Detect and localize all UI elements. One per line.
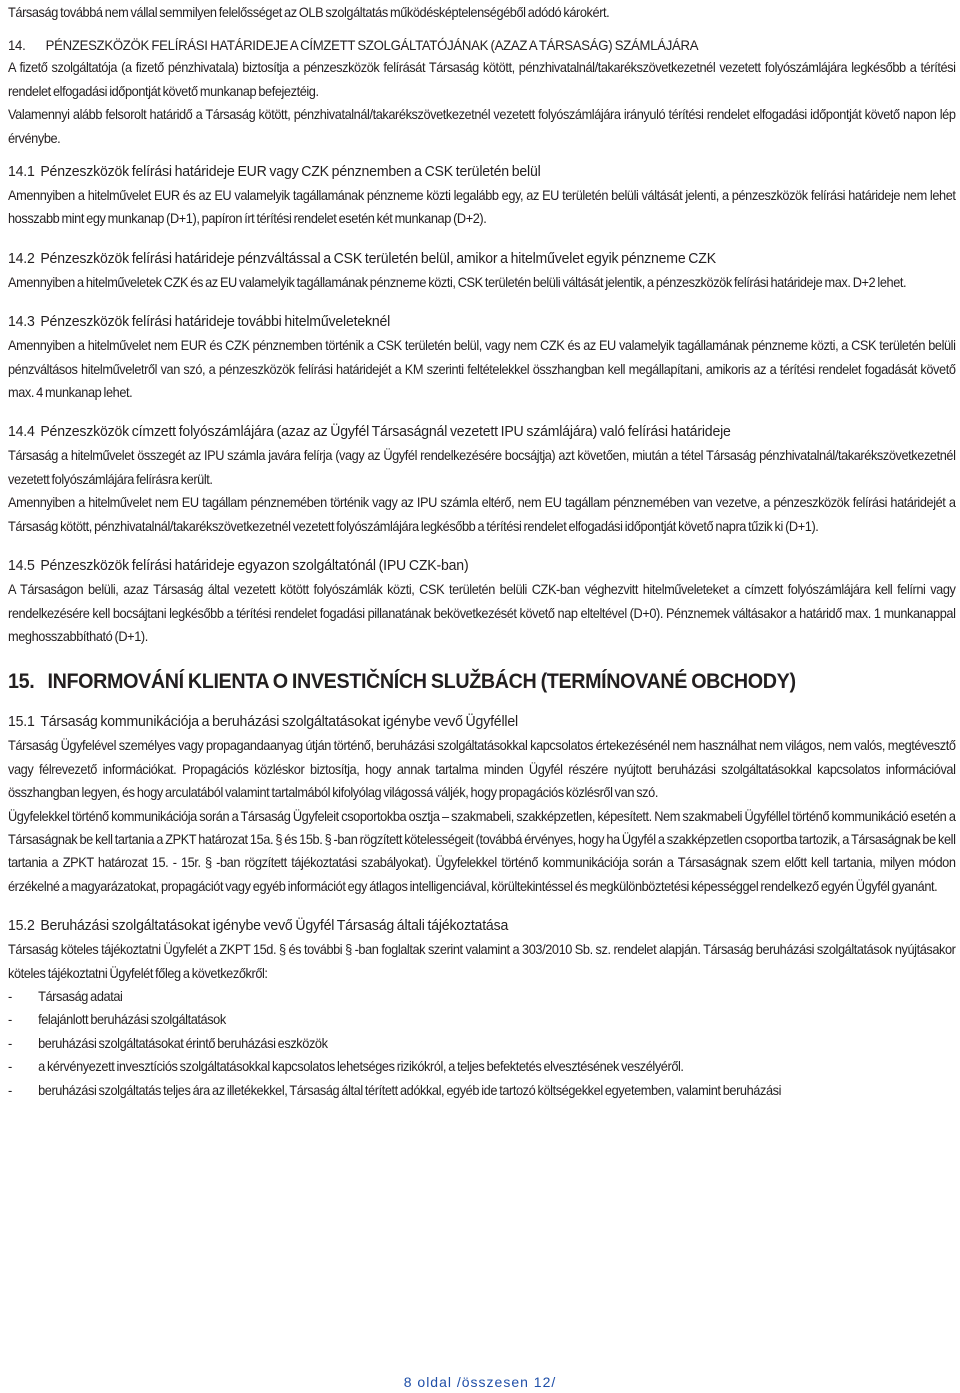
list-item: - Társaság adatai <box>8 985 956 1008</box>
subsection-number: 14.3 <box>8 313 35 331</box>
paragraph: Társaság Ügyfelével személyes vagy propagandaanyag útján történő, beruházási szolgáltatásokkal kapcsolatos értekezésénél nem használhat nem világos, nem valós, megtévesztő vagy félrevezető információkat. Propagációs közléskor biztosítja, hogy annak tartalma minden Ügyfél részére nyújtott beruházási szolgáltatásokkal kapcsolatos információval összhangban legyen, és hogy arculatából valamint tartalmából kifolyólag világossá váljék, hogy propagációs közlésről van szó. <box>8 738 956 801</box>
subsection-number: 14.1 <box>8 163 35 181</box>
document-body <box>8 0 956 1102</box>
subsection-title: Társaság kommunikációja a beruházási szolgáltatásokat igénybe vevő Ügyféllel <box>40 713 518 731</box>
section-number: 15. <box>8 670 35 694</box>
subsection-title: Beruházási szolgáltatásokat igénybe vevő Ügyfél Társaság általi tájékoztatása <box>40 917 509 935</box>
section-14-2 <box>8 247 956 294</box>
subsection-title: Pénzeszközök címzett folyószámlájára (azaz az Ügyfél Társaságnál vezetett IPU számlájára) való felírási határideje <box>40 423 731 441</box>
subsection-heading <box>8 554 956 578</box>
paragraph: Amennyiben a hitelművelet nem EUR és CZK pénznemben történik a CSK területén belül, vagy nem CZK és az EU valamelyik tagállamának pénzneme közti, a CSK területén belüli pénzváltásos hitelműveletről van szó, a pénzeszközök felírási határidejét a KM szerinti feltételekkel összhangban kell megállapítani, amikoris az a térítési rendelet fogadását követő max. 4 munkanap lehet. <box>8 338 956 401</box>
paragraph: Ügyfelekkel történő kommunikációja során a Társaság Ügyfeleit csoportokba osztja – szakmabeli, szakképzetlen, képesített. Nem szakmabeli Ügyféllel történő kommunikáció esetén a Társaságnak be kell tartania a ZPKT határozat 15a. § és 15b. § -ban rögzített kötelességeit (továbbá érvényes, hogy ha Ügyfél a szakképzetlen csoportba tartozik, a Társaságnak be kell tartania a ZPKT határozat 15. - 15r. § -ban rögzített tájékoztatási szabályokat). Ügyfelekkel történő kommunikációja során a Társaságnak szem előtt kell tartania, milyen módon érzékelné a magyarázatokat, propagációt vagy egyéb információt egy átlagos intelligenciával, körültekintéssel és megkülönböztetési képességgel rendelkező egyén Ügyfél gyanánt. <box>8 808 956 894</box>
section-14 <box>8 34 956 150</box>
section-14-1 <box>8 160 956 231</box>
section-15-2 <box>8 914 956 1102</box>
subsection-title: Pénzeszközök felírási határideje egyazon szolgáltatónál (IPU CZK-ban) <box>40 557 469 575</box>
paragraph: Amennyiben a hitelművelet nem EU tagállam pénznemében történik vagy az IPU számla eltérő, nem EU tagállam pénznemében van vezetve, a pénzeszközök felírási határidejét a Társaság kötött, pénzhivatalnál/takarékszövetkezetnél vezetett folyószámlájára legkésőbb a térítési rendelet elfogadási időpontját követő napra tűzik ki (D+1). <box>8 495 956 534</box>
section-15-heading <box>8 664 956 700</box>
subsection-heading <box>8 310 956 334</box>
subsection-heading <box>8 914 956 938</box>
section-title: INFORMOVÁNÍ KLIENTA O INVESTIČNÍCH SLUŽBÁCH (TERMÍNOVANÉ OBCHODY) <box>47 670 796 694</box>
paragraph: Amennyiben a hitelművelet EUR és az EU valamelyik tagállamának pénzneme közti legalább egy, az EU területén belüli váltását jelenti, a pénzeszközök felírási határideje nem lehet hosszabb mint egy munkanap (D+1), papíron írt térítési rendelet esetén két munkanap (D+2). <box>8 188 956 227</box>
page-footer: 8 oldal /összesen 12/ <box>403 1374 557 1390</box>
section-15-1 <box>8 710 956 898</box>
list-item: - felajánlott beruházási szolgáltatások <box>8 1008 956 1031</box>
subsection-title: Pénzeszközök felírási határideje további hitelműveleteknél <box>40 313 391 331</box>
intro-paragraph: Társaság továbbá nem vállal semmilyen felelősséget az OLB szolgáltatás működésképtelenségéből adódó károkért. <box>8 5 610 20</box>
paragraph: Amennyiben a hitelműveletek CZK és az EU valamelyik tagállamának pénzneme közti, CSK területén belüli váltását jelentik, a pénzeszközök felírási határideje max. D+2 lehet. <box>8 274 907 290</box>
subsection-number: 15.2 <box>8 917 35 935</box>
dash-list <box>8 985 956 1102</box>
section-title: PÉNZESZKÖZÖK FELÍRÁSI HATÁRIDEJE A CÍMZETT SZOLGÁLTATÓJÁNAK (AZAZ A TÁRSASÁG) SZÁMLÁJÁRA <box>45 37 699 54</box>
subsection-heading <box>8 247 956 271</box>
paragraph: A Társaságon belüli, azaz Társaság által vezetett kötött folyószámlák közti, CSK területén belüli CZK-ban véghezvitt hitelműveleteket a címzett folyószámlájára kell felírni vagy rendelkezésére kell bocsájtani legkésőbb a térítési rendelet fogadási pillanatának bekövetkezését követő nap elteltével (D+0). Pénznemek váltásakor a határidő max. 1 munkanappal meghosszabbítható (D+1). <box>8 582 956 644</box>
section-14-4 <box>8 420 956 538</box>
section-14-5 <box>8 554 956 648</box>
paragraph: Valamennyi alább felsorolt határidő a Társaság kötött, pénzhivatalnál/takarékszövetkezetnél vezetett folyószámlájára irányuló térítési rendelet elfogadási időpontját követő napon lép érvénybe. <box>8 107 956 146</box>
subsection-title: Pénzeszközök felírási határideje EUR vagy CZK pénznemben a CSK területén belül <box>40 163 541 181</box>
subsection-heading <box>8 160 956 184</box>
section-number: 14. <box>8 37 26 54</box>
list-item: - a kérvényezett invesztíciós szolgáltatásokkal kapcsolatos lehetséges rizikókról, a teljes befektetés elvesztésének veszélyéről. <box>8 1055 956 1078</box>
list-item: - beruházási szolgáltatás teljes ára az illetékekkel, Társaság által térített adókkal, egyéb ide tartozó költségekkel egyetemben, valamint beruházási <box>8 1079 956 1102</box>
section-14-heading <box>8 34 956 56</box>
subsection-number: 15.1 <box>8 713 35 731</box>
subsection-heading <box>8 710 956 734</box>
subsection-number: 14.5 <box>8 557 35 575</box>
subsection-heading <box>8 420 956 444</box>
list-item: - beruházási szolgáltatásokat érintő beruházási eszközök <box>8 1032 956 1055</box>
section-14-3 <box>8 310 956 404</box>
paragraph: Társaság köteles tájékoztatni Ügyfelét a ZKPT 15d. § és további § -ban foglaltak szerint valamint a 303/2010 Sb. sz. rendelet alapján. Társaság beruházási szolgáltatások nyújtásakor köteles tájékoztatni Ügyfelét főleg a következőkről: <box>8 942 956 981</box>
subsection-number: 14.4 <box>8 423 35 441</box>
section-15 <box>8 664 956 700</box>
paragraph: A fizető szolgáltatója (a fizető pénzhivatala) biztosítja a pénzeszközök felírását Társaság kötött, pénzhivatalnál/takarékszövetkezetnél vezetett folyószámlájára legkésőbb a térítési rendelet elfogadási időpontját követő munkanap befejeztéig. <box>8 60 956 99</box>
subsection-title: Pénzeszközök felírási határideje pénzváltással a CSK területén belül, amikor a hitelművelet egyik pénzneme CZK <box>40 249 716 267</box>
subsection-number: 14.2 <box>8 249 35 267</box>
paragraph: Társaság a hitelművelet összegét az IPU számla javára felírja (vagy az Ügyfél rendelkezésére bocsájtja) azt követően, miután a tétel Társaság pénzhivatalnál/takarékszövetkezetnél vezetett folyószámlájára felírásra került. <box>8 448 956 487</box>
